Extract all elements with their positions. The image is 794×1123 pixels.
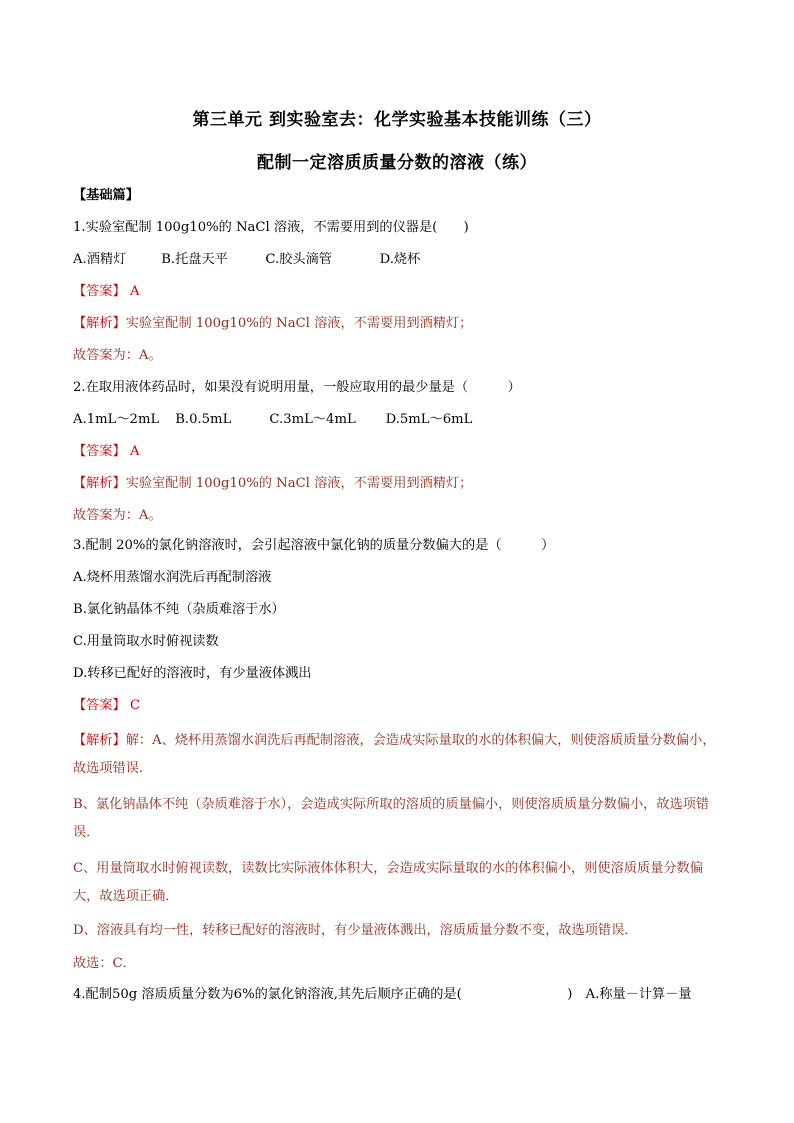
q3-option-a: A.烧杯用蒸馏水润洗后再配制溶液 (73, 570, 272, 585)
q3-answer (73, 696, 724, 716)
q3-conclusion: 故选：C． (73, 956, 136, 971)
q3-stem: 3.配制 20%的氯化钠溶液时，会引起溶液中氯化钠的质量分数偏大的是（ ） (73, 538, 555, 553)
doc-title: 第三单元 到实验室去：化学实验基本技能训练（三） (192, 110, 602, 130)
q3-analysis-c: C、用量筒取水时俯视读数，读数比实际液体体积大，会造成实际量取的水的体积偏小，则使溶质质量分数偏大，故选项正确． (73, 861, 703, 904)
q4-stem: 4.配制50g 溶质质量分数为6%的氯化钠溶液,其先后顺序正确的是( ) A.称量－计算－量 (73, 987, 692, 1002)
q1-option-c: C.胶头滴管 (265, 252, 332, 267)
q1-stem: 1.实验室配制 100g10%的 NaCl 溶液，不需要用到的仪器是( ) (73, 220, 469, 235)
q3-answer-tag: 【答案】 (73, 698, 126, 713)
q3-analysis-a (73, 727, 724, 783)
section-heading: 【基础篇】 (73, 188, 139, 203)
q1-analysis-tag: 【解析】 (73, 316, 126, 331)
q3-analysis-d: D、溶液具有均一性，转移已配好的溶液时，有少量液体溅出，溶质质量分数不变，故选项错误． (73, 923, 638, 938)
q2-answer (73, 442, 724, 462)
q1-answer-tag: 【答案】 (73, 284, 126, 299)
q2-option-c: C.3mL～4mL (269, 412, 356, 427)
q3-answer-value: C (129, 698, 141, 713)
q1-analysis-text: 实验室配制 100g10%的 NaCl 溶液，不需要用到酒精灯； (125, 316, 473, 331)
q2-analysis-text: 实验室配制 100g10%的 NaCl 溶液，不需要用到酒精灯； (125, 476, 473, 491)
q3-analysis-a-text: 解：A、烧杯用蒸馏水润洗后再配制溶液，会造成实际量取的水的体积偏大，则使溶质质量分数偏小，故选项错误． (73, 733, 716, 776)
q2-option-d: D.5mL～6mL (385, 412, 473, 427)
q1-option-d: D.烧杯 (379, 252, 421, 267)
q2-analysis (73, 474, 724, 494)
q1-analysis (73, 314, 724, 334)
q1-conclusion: 故答案为：A。 (73, 348, 162, 363)
q2-stem: 2.在取用液体药品时，如果没有说明用量，一般应取用的最少量是（ ） (73, 380, 521, 395)
q1-options (73, 250, 724, 270)
q3-option-c: C.用量筒取水时俯视读数 (73, 634, 219, 649)
q1-option-a: A.酒精灯 (73, 252, 127, 267)
q2-conclusion: 故答案为：A。 (73, 508, 162, 523)
q2-analysis-tag: 【解析】 (73, 476, 126, 491)
q2-options (73, 410, 724, 430)
q3-analysis-b: B、氯化钠晶体不纯（杂质难溶于水），会造成实际所取的溶质的质量偏小，则使溶质质量分数偏小，故选项错误． (73, 797, 710, 840)
doc-subtitle: 配制一定溶质质量分数的溶液（练） (257, 153, 537, 173)
q1-answer (73, 282, 724, 302)
q2-option-b: B.0.5mL (175, 412, 232, 427)
q1-option-b: B.托盘天平 (161, 252, 228, 267)
q2-answer-value: A (129, 444, 140, 459)
q3-option-d: D.转移已配好的溶液时，有少量液体溅出 (73, 666, 312, 681)
q2-answer-tag: 【答案】 (73, 444, 126, 459)
q1-answer-value: A (129, 284, 140, 299)
q2-option-a: A.1mL～2mL (73, 412, 160, 427)
q3-analysis-tag: 【解析】 (73, 733, 126, 748)
q3-option-b: B.氯化钠晶体不纯（杂质难溶于水） (73, 602, 285, 617)
